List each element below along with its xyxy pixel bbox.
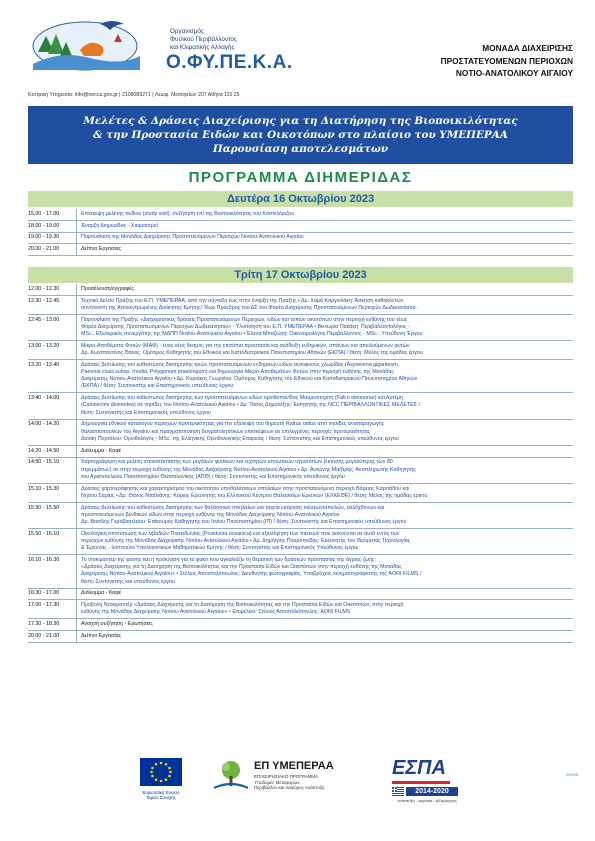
schedule-description <box>76 233 573 244</box>
schedule-description-line: Το ντοκιμαντέρ της φύσης και η πρόκληση για το φακό που αγκαλιάζει τη θεματική των δράσεων προστασίας της άγριας ζωής: <box>81 557 376 564</box>
banner-line: Παρουσίαση αποτελεσμάτων <box>212 143 389 155</box>
espa-logo: ΕΣΠΑ <box>392 757 446 779</box>
schedule-description <box>76 446 573 457</box>
schedule-description-line: Δείπνο Εργασίας <box>81 633 122 640</box>
ep-sub-line: Υποδομές Μεταφορών, <box>254 779 301 785</box>
event-title-banner <box>28 106 573 164</box>
schedule-time: 20.00 - 21.00 <box>28 633 60 640</box>
schedule-time: 18.00 - 19.00 <box>28 222 60 229</box>
schedule-description-line: Προσέλευση/εγγραφές <box>81 285 135 292</box>
schedule-description-line: Φορέα Διαχείρισης Προστατευόμενων Περιοχών Δωδεκανήσου» - Υλοποίηση του Ε.Π. ΥΜΕΠΕΡΑΑ • Βικτωρία Πακάκη: Περιβαλλοντολόγος - <box>81 323 410 330</box>
schedule-description-line: Διάλειμμα - Καφέ <box>81 590 122 597</box>
schedule-time: 19.00 - 19.30 <box>28 234 60 241</box>
schedule-row <box>28 555 573 588</box>
program-title: ΠΡΟΓΡΑΜΜΑ ΔΙΗΜΕΡΙΔΑΣ <box>188 169 413 186</box>
unit-line: ΠΡΟΣΤΑΤΕΥΟΜΕΝΩΝ ΠΕΡΙΟΧΩΝ <box>440 55 573 66</box>
schedule-row <box>28 233 573 245</box>
schedule-row <box>28 589 573 601</box>
organization-name <box>170 28 237 52</box>
schedule-row <box>28 221 573 233</box>
schedule-description <box>76 296 573 314</box>
espa-years: 2014-2020 <box>406 787 458 796</box>
schedule-description-line: Δράσεις βελτίωσης του καθεστώτος διατήρησης των θαλάσσιων σπηλαίων και ταχεία εκτίμηση πιέσεων/απειλών, αλλόχθονων και <box>81 504 385 511</box>
schedule-time: 15.00 - 17.00 <box>28 210 60 217</box>
schedule-description-line: & Έρευνας - Ινστιτούτο Υπολογιστικών Μαθηματικών Κρήτης / θέση: Συντονιστής και Επιστημονικός Υπεύθυνος έργου <box>81 545 359 552</box>
schedule-time: 15.10 - 15.30 <box>28 485 60 492</box>
schedule-time: 12:45 - 13.00 <box>28 316 60 323</box>
org-line: Φυσικού Περιβάλλοντος <box>170 36 237 43</box>
schedule-description-line: Δράσεις βελτίωσης του καθεστώτος διατήρησης τριών προστατευόμενων ενδημικών ειδών αυτοφυούς χλωρίδας (Asyneuma giganteum, <box>81 361 400 368</box>
schedule-row <box>28 209 573 221</box>
espa-slogan: ανάπτυξη - εργασία - αλληλεγγύη <box>397 798 457 803</box>
schedule-description <box>76 503 573 528</box>
banner-line: Μελέτες & Δράσεις Διαχείρισης για τη Διατήρηση της Βιοποικιλότητας <box>83 115 518 127</box>
schedule-description <box>76 393 573 418</box>
schedule-description-line: Δανάη Πορτόλου: Ορνιθολόγος - MSc. της Ελληνικής Ορνιθολογικής Εταιρείας / θέση: Συντονιστής και Επιστημονικός υπεύθυνος έργου <box>81 435 399 442</box>
schedule-row <box>28 619 573 631</box>
day2-header: Τρίτη 17 Οκτωβρίου 2023 <box>28 267 573 283</box>
schedule-row <box>28 315 573 341</box>
schedule-time: 13:40 - 14.00 <box>28 395 60 402</box>
schedule-description-line: Μικρο-Αποθέματα Φυτών (ΜΑΦ) - ένας νέος θεσμός για την επιτόπια προστασία και ανάδειξη ενδημικών, σπάνιων και απειλούμενων φυτών <box>81 342 410 349</box>
schedule-time: 17.30 - 18.30 <box>28 621 60 628</box>
language-badge: Greek <box>566 772 579 777</box>
schedule-time: 14:00 - 14.20 <box>28 421 60 428</box>
schedule-description-line: Δημιουργία εθνικού καταλόγου περιοχών προτεραιότητας για την εξάλειψη του θηρευτή Rattus rattus από νησίδες αναπαραγωγής <box>81 421 385 428</box>
schedule-description-line: Διαχείρισης Νοτίου-Ανατολικού Αιγαίου» • Στέλιος Αποστολόπουλος: Διευθυντής φωτογραφίας, Υποβρύχιος κινηματογραφιστής της AORI FILMS / <box>81 571 422 578</box>
ep-subtitle <box>254 774 325 791</box>
schedule-description <box>76 619 573 630</box>
schedule-time: 12.30 - 12.45 <box>28 297 60 304</box>
schedule-description-line: (Calonectris diomedea) σε νησίδες του Νοτίου-Ανατολικού Αιγαίου • Δρ. Τάσος Δημαλέξης: Εισηγητής της NCC ΠΕΡΙΒΑΛΛΟΝΤΙΚΕΣ ΜΕΛΕΤΕΣ / <box>81 402 420 409</box>
unit-line: ΝΟΤΙΟ-ΑΝΑΤΟΛΙΚΟΥ ΑΙΓΑΙΟΥ <box>455 68 573 78</box>
schedule-time: 13.00 - 13.20 <box>28 342 60 349</box>
greek-flag-icon <box>392 787 404 796</box>
schedule-time: 16:10 - 16.30 <box>28 557 60 564</box>
schedule-description-line: MSc., Εξωτερικός συνεργάτης της ΜΔΠΠ Νοτίου-Ανατολικού Αιγαίου • Έλενα Μπαζιώτη: Οικονομολόγος Περιβάλλοντος - MSc., Υπεύθυνη Έργου <box>81 331 423 337</box>
schedule-description-line: Διαχείρισης Νοτίου-Ανατολικού Αιγαίου • Δρ. Κυριάκος Γεωργίου: Ομότιμος Καθηγητής του Εθνικού και Καποδιστριακού Πανεπιστημίου Αθηνών <box>81 376 418 383</box>
day1-header: Δευτέρα 16 Οκτωβρίου 2023 <box>28 191 573 207</box>
schedule-description <box>76 341 573 359</box>
schedule-description-line: θέση: Συντονιστής και Επιστημονικός υπεύθυνος έργου <box>81 409 211 416</box>
schedule-description-line: Δράσεις βελτίωσης του καθεστώτος διατήρησης των προστατευόμενων ειδών ορνιθοπανίδας Μαυροπετρίτη (Falco eleonorae) και Αρτέμη <box>81 395 403 402</box>
schedule-row <box>28 284 573 296</box>
schedule-time: 14:50 - 15.10 <box>28 459 60 466</box>
schedule-description <box>76 555 573 587</box>
ep-title: ΕΠ ΥΜΕΠΕΡΑΑ <box>254 760 334 772</box>
schedule-row <box>28 529 573 555</box>
schedule-description <box>76 631 573 642</box>
schedule-description-line: Νήσου Σαρίας • Δρ. Θάνος Νταϊλιάνης: Κύριος Ερευνητής του Ελληνικού Κέντρου Θαλασσίων Ερευνών (ΕΛΚΕΘΕ) / θέση: Μέλος της ομάδας έργου <box>81 492 428 499</box>
schedule-row <box>28 393 573 419</box>
organization-acronym: Ο.ΦΥ.ΠΕ.Κ.Α. <box>166 52 293 73</box>
schedule-description <box>76 284 573 295</box>
schedule-time: 20.00 - 21.00 <box>28 246 60 253</box>
schedule-description-line: Παρουσίαση της Πράξης «Διαχειριστικές δράσεις Προστατευόμενων Περιοχών, ειδών και τύπων οικοτόπων στην περιοχή ευθύνης του τέως <box>81 316 408 323</box>
schedule-description <box>76 244 573 255</box>
schedule-description <box>76 360 573 392</box>
schedule-description-line: Δράσεις χαρτογράφησης και χαρακτηρισμού του οικότοπου υποθαλάσσιων σπηλαίων στην προστατευόμενη περιοχή Βόρειας Καρπάθου και <box>81 485 410 492</box>
banner-line: & την Προστασία Ειδών και Οικοτόπων στο πλαίσιο του ΥΜΕΠΕΡΑΑ <box>93 129 508 141</box>
schedule-description <box>76 458 573 483</box>
espa-stripe <box>392 781 450 784</box>
schedule-description <box>76 484 573 502</box>
schedule-description <box>76 529 573 554</box>
schedule-description-line: Δρ. Βασίλης Γεροβασιλείου: Επίκουρος Καθηγητής του Ιονίου Πανεπιστημίου (ΙΠ) / θέση: Συντονιστής και Επιστημονικός υπεύθυνος έργου <box>81 519 407 526</box>
schedule-description-line: Ανοιχτή συζήτηση - Ερωτήσεις <box>81 621 153 628</box>
schedule-row <box>28 503 573 529</box>
schedule-description-line: Διάλειμμα - Καφέ <box>81 447 122 454</box>
eu-label-line: Ταμείο Συνοχής <box>146 795 176 800</box>
schedule-row <box>28 446 573 458</box>
schedule-description <box>76 209 573 220</box>
schedule-time: 17.00 - 17.30 <box>28 602 60 609</box>
schedule-description-line: (ΕΚΠΑ) / θέση: Συντονιστής και Επιστημονικός υπεύθυνος έργου <box>81 383 234 390</box>
schedule-description-line: Paeonia clusii subsp. rhodia, Polygonum praelongum) και δημιουργία Μικρο-Αποθεμάτων Φυτών στην περιοχή ευθύνης της Μονάδας <box>81 369 394 375</box>
eu-label-line: Ευρωπαϊκή Ένωση <box>142 790 180 795</box>
contact-address: Κεντρική Υπηρεσία: info@necca.gov.gr | 2108089271 | Λεωφ. Μεσογείων 207 Αθήνα 115 25 <box>28 92 240 98</box>
schedule-row <box>28 360 573 393</box>
schedule-row <box>28 458 573 484</box>
schedule-row <box>28 420 573 446</box>
org-line: Οργανισμός <box>170 28 204 35</box>
ep-ymeperaa-logo-icon <box>212 758 250 792</box>
schedule-description <box>76 589 573 600</box>
day1-schedule <box>28 209 573 256</box>
schedule-description <box>76 420 573 445</box>
schedule-description-line: Οικολογική αποτύπωση των λιβαδιών Ποσειδωνίας (Posidonia oceanica) και αξιολόγηση των πιέσεων που ασκούνται σε αυτά εντός των <box>81 530 400 537</box>
schedule-description <box>76 315 573 340</box>
schedule-description-line: Παρουσίαση της Μονάδας Διαχείρισης Προστατευόμενων Περιοχών Νοτίου-Ανατολικού Αιγαίου <box>81 234 304 241</box>
unit-line: ΜΟΝΑΔΑ ΔΙΑΧΕΙΡΙΣΗΣ <box>482 43 573 53</box>
schedule-description <box>76 600 573 618</box>
schedule-row <box>28 631 573 643</box>
eu-label <box>132 790 190 800</box>
schedule-description-line: ευθύνης της Μονάδας Διαχείρισης Νοτίου-Ανατολικού Αιγαίου» • Επιμέλεια: Στέλιος Αποστολόπουλος, AORI FILMS <box>81 609 351 616</box>
schedule-time: 14.20 - 14.50 <box>28 447 60 454</box>
schedule-description-line: θαλασσοπουλιών του Αιγαίου και πραγματοποίηση δειγματοληπτικών επισκέψεων σε επιλεγμένες περιοχές προτεραιότητας <box>81 428 371 435</box>
schedule-time: 16:30 - 17.00 <box>28 590 60 597</box>
schedule-time: 13.20 - 13.40 <box>28 361 60 368</box>
schedule-description-line: Χαρτογράφηση και μελέτη αποκατάστασης των μεγάλων φυσικών και τεχνητών υποωτικών υγροτόπων (έκτασης μεγαλύτερης των 80 <box>81 459 393 466</box>
schedule-row <box>28 341 573 360</box>
schedule-description-line: προστατευόμενων βενθικών ειδών στην περιοχή ευθύνης της Μονάδας Διαχείρισης Νοτίου-Ανατολικού Αιγαίου <box>81 511 340 518</box>
schedule-time: 15:30 - 15.50 <box>28 504 60 511</box>
schedule-description-line: θέση: Συντονιστής και υπεύθυνος έργου <box>81 578 175 585</box>
schedule-time: 12.00 - 12.30 <box>28 285 60 292</box>
schedule-description-line: Προβολή Ντοκιμαντέρ «Δράσεις Διαχείρισης για τη Διατήρηση της Βιοποικιλότητας και την Προστασία Ειδών και Οικοτόπων, στην περιοχή <box>81 602 404 609</box>
eu-flag-icon <box>140 758 182 786</box>
schedule-description-line: Δρ. Κωνσταντίνος Θάνος: Ομότιμος Καθηγητής του Εθνικού και Καποδιστριακού Πανεπιστημίου Αθηνών (ΕΚΠΑ) / θέση: Μέλος της ομάδας έργου <box>81 350 423 356</box>
schedule-description-line: περιοχών ευθύνης της Μονάδας Διαχείρισης Νοτίου-Ανατολικού Αιγαίου • Δρ. Δημήτρης Πουρσανίδης: Ερευνητής του Ιδρύματος Τεχνολογίας <box>81 538 411 545</box>
schedule-description-line: Τεχνικό Δελτίο Πράξης του Ε.Π. ΥΜΕΠΕΡΑΑ, από την σύνταξη έως στην έναρξη της Πράξης • Δρ. Χαρά Καργιολάκη: Άσκηση καθηκόντων <box>81 297 404 304</box>
organization-logo-icon <box>30 12 160 72</box>
schedule-row <box>28 244 573 256</box>
schedule-description-line: συντονιστή της Αποκεντρωμένης Διοίκησης Κρήτης/ Τέως Πρόεδρος του ΔΣ του Φορέα Διαχείρισης Προστατευόμενων Περιοχών Δωδεκανήσου. <box>81 304 418 311</box>
schedule-description-line: στρεμμάτων) σε στην περιοχή ευθύνης της Μονάδας Διαχείρισης Νοτίου-Ανατολικού Αιγαίου • Δρ. Αντώνης Μαζάρης: Αναπληρωτής Καθηγητής <box>81 466 416 473</box>
management-unit-title <box>373 42 573 80</box>
schedule-description-line: Δείπνο Εργασίας <box>81 246 122 253</box>
schedule-row <box>28 600 573 619</box>
ep-sub-line: ΕΠΙΧΕΙΡΗΣΙΑΚΟ ΠΡΟΓΡΑΜΜΑ <box>254 774 319 779</box>
day2-schedule <box>28 284 573 643</box>
schedule-description <box>76 221 573 232</box>
schedule-description-line: Επίσκεψη μελέτης πεδίου (study visit), συζήτηση επί της Βιοποικιλότητας του Καστελόριζου <box>81 210 295 217</box>
schedule-row <box>28 484 573 503</box>
schedule-description-line: του Αριστοτελείου Πανεπιστημίου Θεσσαλονίκης (ΑΠΘ) / θέση: Συντονιστής και Επιστημονικός υπεύθυνος έργου <box>81 473 345 480</box>
schedule-time: 15.50 - 16.10 <box>28 530 60 537</box>
org-line: και Κλιματικής Αλλαγής <box>170 44 235 51</box>
ep-sub-line: Περιβάλλον και Αειφόρος Ανάπτυξη <box>254 785 325 791</box>
schedule-description-line: Έναρξη Διημερίδας - Χαιρετισμοί <box>81 222 158 229</box>
schedule-row <box>28 296 573 315</box>
schedule-description-line: «Δράσεις Διαχείρισης για τη Διατήρηση της Βιοποικιλότητας και την Προστασία Ειδών και Οικοτόπων στην περιοχή ευθύνης της Μονάδας <box>81 564 402 571</box>
